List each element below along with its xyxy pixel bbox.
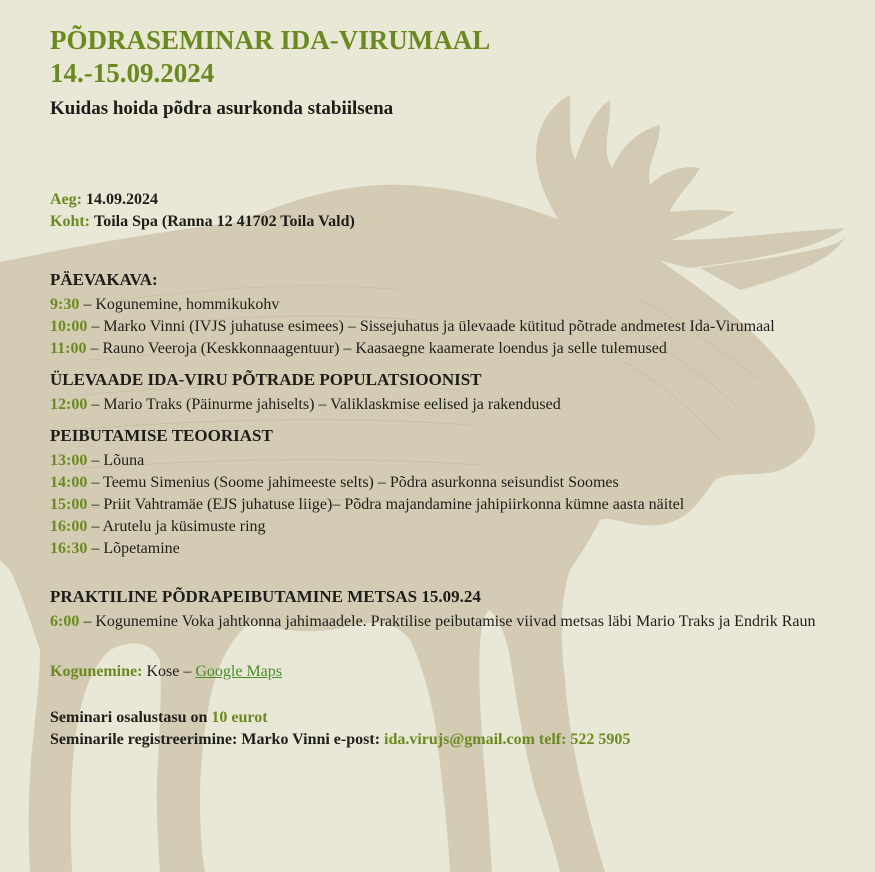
place-label: Koht: (50, 213, 90, 230)
agenda-list (50, 294, 840, 360)
agenda-time: 16:00 (50, 518, 88, 535)
agenda-time: 16:30 (50, 540, 88, 557)
agenda-item (50, 494, 840, 516)
gathering-row (50, 661, 840, 683)
page-title: PÕDRASEMINAR IDA-VIRUMAAL (50, 25, 491, 55)
registration-email[interactable]: ida.virujs@gmail.com (384, 731, 535, 748)
agenda-text: – Marko Vinni (IVJS juhatuse esimees) – Sissejuhatus ja ülevaade kütitud põtrade andmetest Ida-Virumaal (87, 318, 775, 335)
agenda-item (50, 316, 840, 338)
practical-heading: PRAKTILINE PÕDRAPEIBUTAMINE METSAS 15.09.24 (50, 587, 481, 606)
time-row (50, 189, 840, 211)
registration-row (50, 729, 840, 751)
agenda-time: 10:00 (50, 318, 88, 335)
time-label: Aeg: (50, 191, 82, 208)
agenda-item (50, 611, 840, 633)
agenda-time: 14:00 (50, 474, 88, 491)
overview-list (50, 394, 840, 416)
google-maps-link[interactable]: Google Maps (195, 663, 282, 680)
agenda-time: 11:00 (50, 340, 87, 357)
event-info (50, 189, 840, 233)
agenda-item (50, 472, 840, 494)
agenda-item (50, 394, 840, 416)
agenda-text: – Mario Traks (Päinurme jahiselts) – Valiklaskmise eelised ja rakendused (87, 396, 561, 413)
agenda-text: – Lõpetamine (87, 540, 180, 557)
agenda-item (50, 338, 840, 360)
page-subtitle: Kuidas hoida põdra asurkonda stabiilsena (50, 98, 394, 119)
agenda-heading: PÄEVAKAVA: (50, 270, 158, 289)
gathering-text: Kose – (142, 663, 196, 680)
fee-text: Seminari osalustasu on (50, 709, 212, 726)
agenda-text: – Rauno Veeroja (Keskkonnaagentuur) – Kaasaegne kaamerate loendus ja selle tulemused (86, 340, 667, 357)
agenda-text: – Kogunemine Voka jahtkonna jahimaadele. Praktilise peibutamise viivad metsas läbi Mario Traks ja Endrik Raun (79, 613, 816, 630)
fee-amount: 10 eurot (211, 709, 268, 726)
theory-heading: PEIBUTAMISE TEOORIAST (50, 426, 273, 445)
agenda-text: – Priit Vahtramäe (EJS juhatuse liige)– Põdra majandamine jahipiirkonna kümne aasta näitel (87, 496, 685, 513)
registration-phone: telf: 522 5905 (534, 731, 631, 748)
agenda-item (50, 538, 840, 560)
event-dates: 14.-15.09.2024 (50, 58, 215, 88)
theory-list (50, 450, 840, 560)
agenda-time: 9:30 (50, 296, 80, 313)
agenda-item (50, 450, 840, 472)
agenda-time: 13:00 (50, 452, 88, 469)
agenda-text: – Lõuna (87, 452, 145, 469)
agenda-time: 6:00 (50, 613, 80, 630)
agenda-item (50, 294, 840, 316)
place-value: Toila Spa (Ranna 12 41702 Toila Vald) (94, 213, 355, 230)
overview-heading: ÜLEVAADE IDA-VIRU PÕTRADE POPULATSIOONIST (50, 370, 482, 389)
time-value: 14.09.2024 (85, 191, 158, 208)
seminar-content (50, 24, 840, 751)
agenda-time: 12:00 (50, 396, 88, 413)
place-row (50, 211, 840, 233)
agenda-text: – Kogunemine, hommikukohv (79, 296, 280, 313)
agenda-text: – Arutelu ja küsimuste ring (87, 518, 266, 535)
registration-text: Seminarile registreerimine: Marko Vinni e-post: (50, 731, 385, 748)
practical-list (50, 611, 840, 633)
agenda-time: 15:00 (50, 496, 88, 513)
agenda-item (50, 516, 840, 538)
gathering-label: Kogunemine: (50, 663, 143, 680)
agenda-text: – Teemu Simenius (Soome jahimeeste selts) – Põdra asurkonna seisundist Soomes (87, 474, 619, 491)
fee-row (50, 707, 840, 729)
